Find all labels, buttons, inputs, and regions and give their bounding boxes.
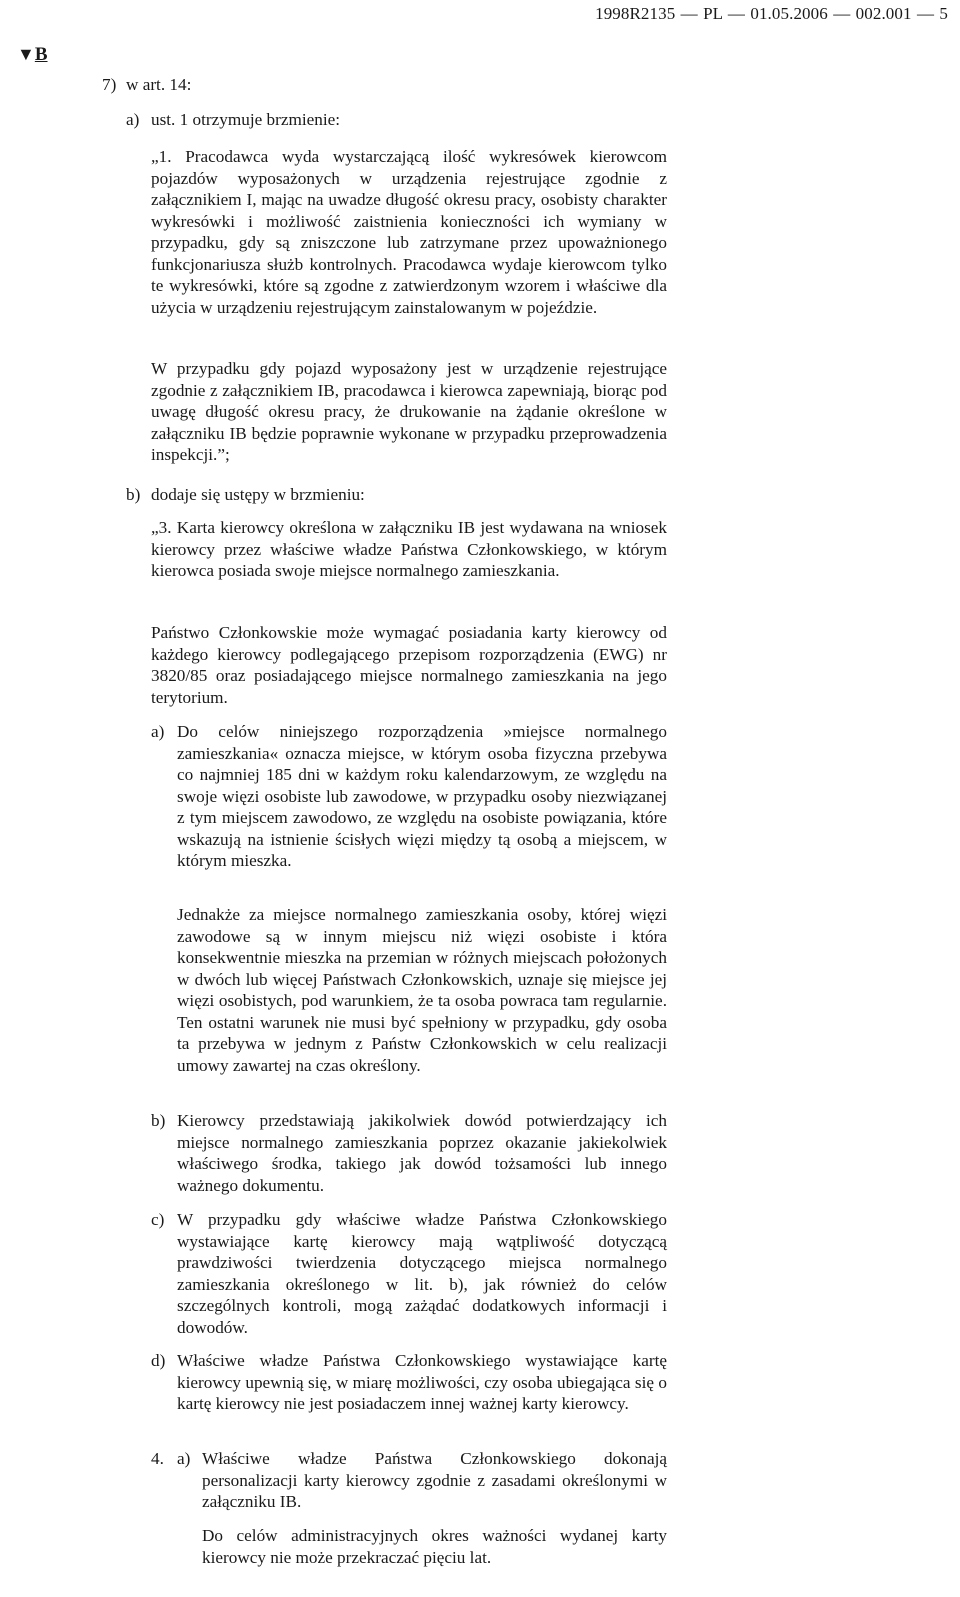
item-a-label: a) — [126, 110, 140, 129]
sub-c-paragraph: W przypadku gdy właściwe władze Państwa Członkowskiego wystawiające kartę kierowcy mają wątpliwość dotyczącą prawdziwości twierdzenia dotyczącego miejsca normalnego zamieszkania określonego w lit. b), jak również do celów szczególnych kontroli, mogą zażądać dodatkowych informacji i dowodów. — [177, 1210, 667, 1337]
sub-a-paragraph-1: Do celów niniejszego rozporządzenia »miejsce normalnego zamieszkania« oznacza miejsce, w którym osoba fizyczna przebywa co najmniej 185 dni w każdym roku kalendarzowym, ze względu na swoje więzi osobiste lub zawodowe, w przypadku osoby niezwiązanej z tym miejscem zawodowo, ze względu na osobiste powiązania, które wskazują na istnienie ścisłych więzi między tą osobą a miejscem, w którym mieszka. — [177, 722, 667, 870]
quote-1-paragraph-2: W przypadku gdy pojazd wyposażony jest w urządzenie rejestrujące zgodnie z załącznikiem IB, pracodawca i kierowca zapewniają, biorąc pod uwagę długość okresu pracy, że drukowanie na żądanie określone w załączniku IB będzie poprawnie wykonane w przypadku przeprowadzenia inspekcji.”; — [151, 359, 667, 464]
item-a-text: ust. 1 otrzymuje brzmienie: — [151, 110, 341, 129]
sub-a-label: a) — [151, 722, 165, 741]
item-b-text: dodaje się ustępy w brzmieniu: — [151, 485, 365, 504]
sub-d-label: d) — [151, 1351, 166, 1370]
item-b-label: b) — [126, 485, 141, 504]
item-4-paragraph-1: Właściwe władze Państwa Członkowskiego dokonają personalizacji karty kierowcy zgodnie z zasadami określonymi w załączniku IB. — [202, 1449, 667, 1511]
triangle-down-icon: ▼ — [17, 44, 35, 64]
item-7-text: w art. 14: — [126, 75, 192, 94]
sub-d-paragraph: Właściwe władze Państwa Członkowskiego wystawiające kartę kierowcy upewnią się, w miarę możliwości, czy osoba ubiegająca się o kartę kierowcy nie jest posiadaczem innej ważnej karty kierowcy. — [177, 1351, 667, 1413]
amendment-marker[interactable] — [17, 44, 48, 66]
item-7-num: 7) — [102, 75, 117, 94]
item-4-label: a) — [177, 1449, 191, 1468]
sub-c-label: c) — [151, 1210, 165, 1229]
item-4-paragraph-2: Do celów administracyjnych okres ważności wydanej karty kierowcy nie może przekraczać pięciu lat. — [202, 1526, 667, 1567]
quote-1-paragraph-1: „1. Pracodawca wyda wystarczającą ilość wykresówek kierowcom pojazdów wyposażonych w urządzenia rejestrujące zgodnie z załącznikiem I, mając na uwadze długość okresu pracy, osobisty charakter wykresówki i możliwość zaistnienia konieczności ich wymiany w przypadku, gdy są zniszczone lub zatrzymane przez upoważnionego funkcjonariusza służb kontrolnych. Pracodawca wydaje kierowcom tylko te wykresówki, które są zgodne z zatwierdzonym wzorem i właściwe dla użycia w urządzeniu rejestrującym zainstalowanym w pojeździe. — [151, 147, 667, 317]
page-header: 1998R2135 — PL — 01.05.2006 — 002.001 — 5 — [595, 4, 948, 23]
item-4-num: 4. — [151, 1449, 164, 1468]
marker-link-b[interactable]: B — [34, 44, 48, 65]
quote-3-paragraph-1: „3. Karta kierowcy określona w załączniku IB jest wydawana na wniosek kierowcy przez właściwe władze Państwa Członkowskiego, w którym kierowca posiada swoje miejsce normalnego zamieszkania. — [151, 518, 667, 580]
sub-a-paragraph-2: Jednakże za miejsce normalnego zamieszkania osoby, której więzi zawodowe są w innym miejscu niż więzi osobiste i która konsekwentnie mieszka na przemian w różnych miejscach położonych w dwóch lub więcej Państwach Członkowskich, uznaje się miejsce jej więzi osobistych, pod warunkiem, że ta osoba powraca tam regularnie. Ten ostatni warunek nie musi być spełniony w przypadku, gdy osoba ta przebywa w jednym z Państw Członkowskich w celu realizacji umowy zawartej na czas określony. — [177, 905, 667, 1075]
quote-3-paragraph-2: Państwo Członkowskie może wymagać posiadania karty kierowcy od każdego kierowcy podlegającego przepisom rozporządzenia (EWG) nr 3820/85 oraz posiadającego miejsce normalnego zamieszkania na jego terytorium. — [151, 623, 667, 707]
sub-b-paragraph: Kierowcy przedstawiają jakikolwiek dowód potwierdzający ich miejsce normalnego zamieszkania poprzez okazanie jakiekolwiek właściwego środka, takiego jak dowód tożsamości lub innego ważnego dokumentu. — [177, 1111, 667, 1195]
sub-b-label: b) — [151, 1111, 166, 1130]
